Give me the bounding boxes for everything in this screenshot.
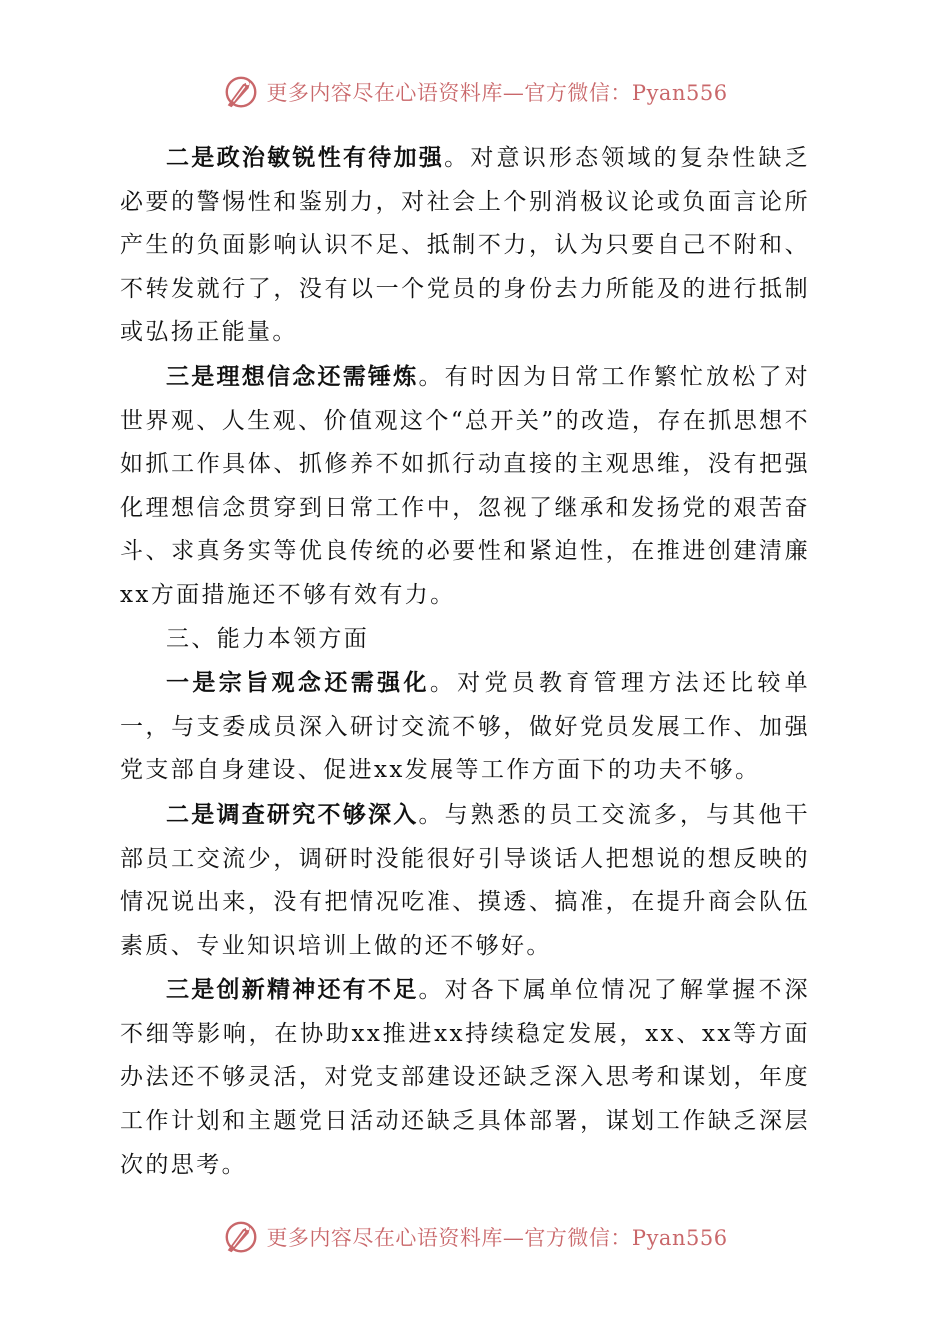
paragraph-text: 。有时因为日常工作繁忙放松了对世界观、人生观、价值观这个“总开关”的改造，存在抓思想不如抓工作具体、抓修养不如抓行动直接的主观思维，没有把强化理想信念贯穿到日常工作中，忽视了继承和发扬党的艰苦奋斗、求真务实等优良传统的必要性和紧迫性，在推进创建清廉xx方面措施还不够有效有力。	[120, 363, 810, 608]
watermark-text: 更多内容尽在心语资料库—官方微信：Pyan556	[266, 81, 728, 105]
document-body	[120, 136, 810, 1187]
paragraph-text: 。对意识形态领域的复杂性缺乏必要的警惕性和鉴别力，对社会上个别消极议论或负面言论所产生的负面影响认识不足、抵制不力，认为只要自己不附和、不转发就行了，没有以一个党员的身份去力所能及的进行抵制或弘扬正能量。	[120, 145, 811, 346]
section-heading-text: 三、能力本领方面	[166, 625, 370, 652]
paragraph-lead: 三是理想信念还需锤炼	[166, 362, 419, 390]
paragraph-lead: 二是政治敏锐性有待加强	[166, 144, 445, 171]
paragraph-text: 。对各下属单位情况了解掌握不深不细等影响，在协助xx推进xx持续稳定发展，xx、xx等方面办法还不够灵活，对党支部建设还缺乏深入思考和谋划，年度工作计划和主题党日活动还缺乏具体部署，谋划工作缺乏深层次的思考。	[120, 977, 810, 1178]
paragraph	[120, 793, 810, 968]
paragraph-lead: 二是调查研究不够深入	[166, 800, 419, 828]
paragraph	[120, 136, 810, 355]
paragraph-lead: 一是宗旨观念还需强化	[166, 669, 430, 697]
watermark-text: 更多内容尽在心语资料库—官方微信：Pyan556	[266, 1226, 728, 1250]
pen-nib-logo-icon	[222, 1218, 260, 1256]
footer-watermark	[0, 1215, 950, 1259]
paragraph-text: 。与熟悉的员工交流多，与其他干部员工交流少，调研时没能很好引导谈话人把想说的想反映的情况说出来，没有把情况吃准、摸透、搞准，在提升商会队伍素质、专业知识培训上做的还不够好。	[120, 801, 810, 959]
section-heading	[120, 618, 810, 662]
paragraph	[120, 355, 810, 618]
paragraph	[120, 968, 810, 1187]
paragraph-lead: 三是创新精神还有不足	[166, 976, 419, 1004]
paragraph-text: 。对党员教育管理方法还比较单一，与支委成员深入研讨交流不够，做好党员发展工作、加强党支部自身建设、促进xx发展等工作方面下的功夫不够。	[120, 670, 811, 784]
header-watermark	[0, 70, 950, 114]
paragraph	[120, 661, 810, 793]
pen-nib-logo-icon	[222, 73, 260, 111]
